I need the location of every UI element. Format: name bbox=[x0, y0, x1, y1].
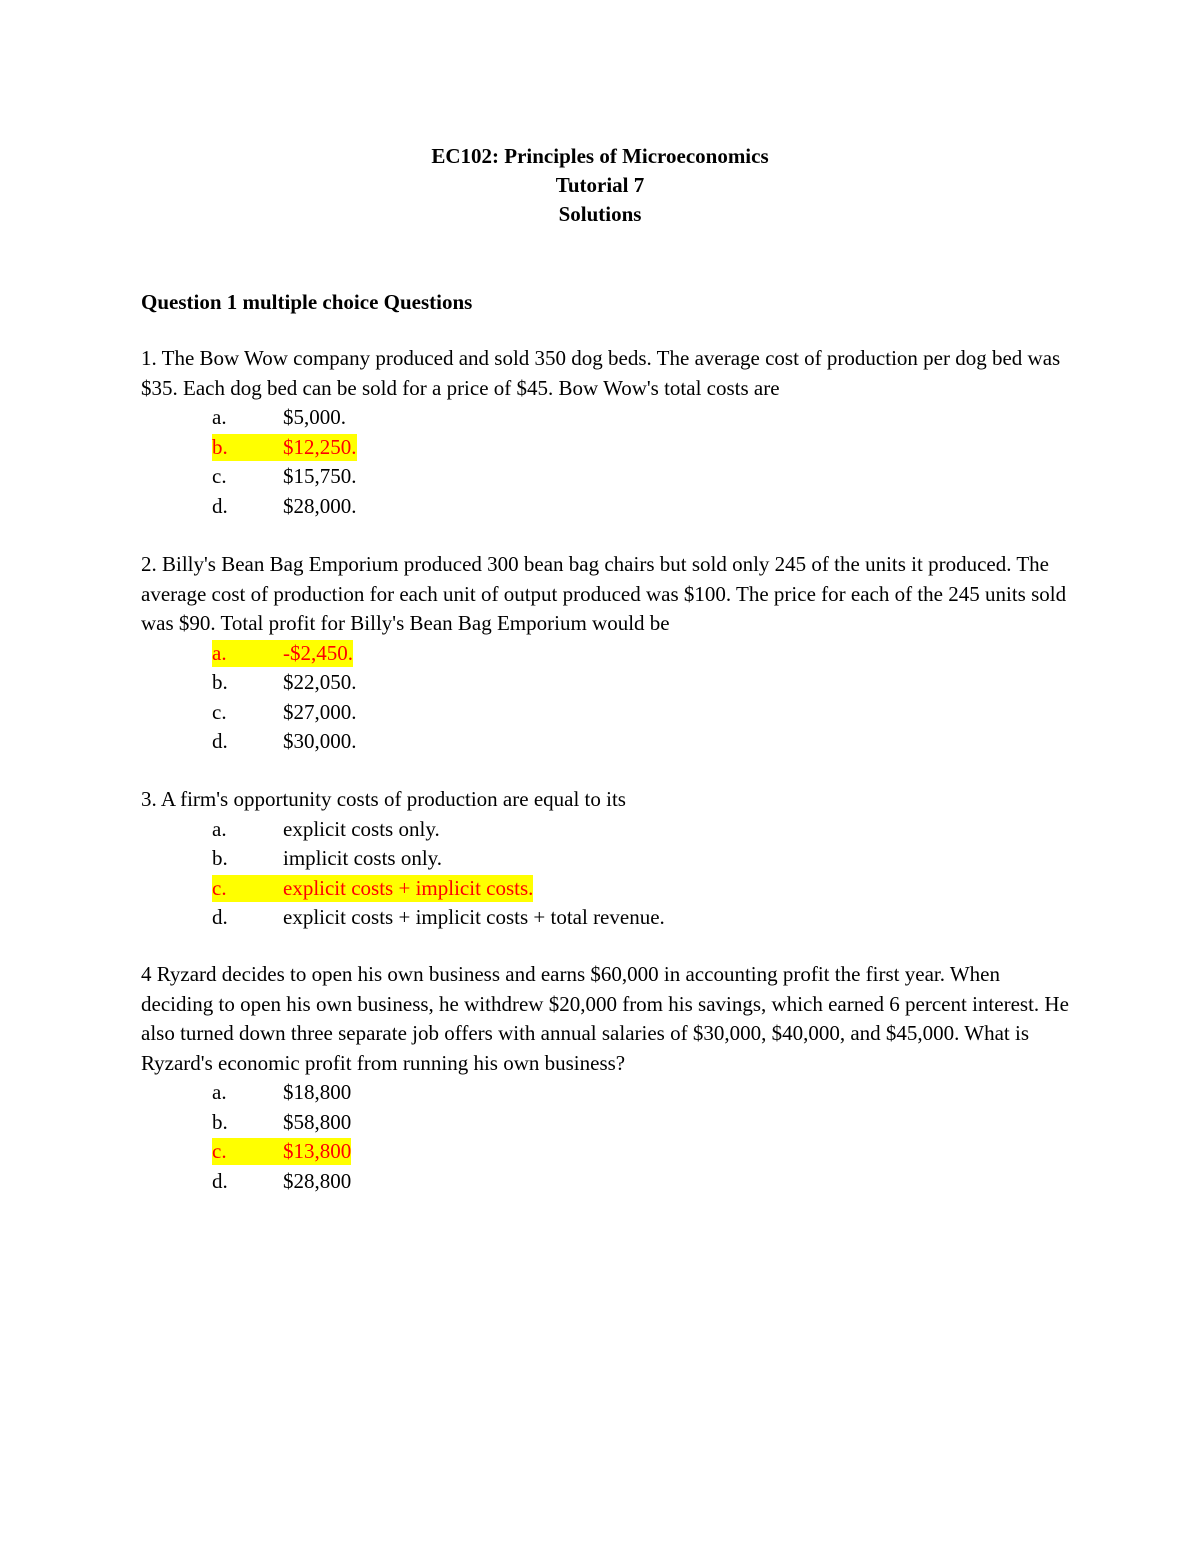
option-text: -$2,450. bbox=[283, 640, 353, 665]
option-text: $30,000. bbox=[283, 729, 357, 753]
section-title: Question 1 multiple choice Questions bbox=[141, 290, 473, 314]
question-4 bbox=[141, 960, 1071, 1196]
option-b bbox=[141, 1108, 1071, 1138]
option-text: $22,050. bbox=[283, 670, 357, 694]
option-b bbox=[141, 433, 1071, 463]
option-text: $18,800 bbox=[283, 1080, 352, 1104]
option-a bbox=[141, 403, 1071, 433]
option-c bbox=[141, 874, 1071, 904]
question-2 bbox=[141, 550, 1071, 757]
option-letter: d. bbox=[212, 493, 228, 518]
option-text: $12,250. bbox=[283, 434, 357, 459]
option-text: $28,800 bbox=[283, 1168, 352, 1193]
option-text: explicit costs only. bbox=[283, 816, 440, 841]
option-a bbox=[141, 639, 1071, 669]
answer-options bbox=[141, 1078, 1071, 1196]
option-text: explicit costs + implicit costs + total revenue. bbox=[283, 905, 665, 929]
option-letter: a. bbox=[212, 640, 227, 665]
answer-options bbox=[141, 639, 1071, 757]
option-text: $13,800 bbox=[283, 1139, 352, 1163]
option-d bbox=[141, 727, 1071, 757]
correct-answer-highlight bbox=[212, 875, 533, 902]
option-d bbox=[141, 1167, 1071, 1197]
option-letter: b. bbox=[212, 670, 228, 694]
correct-answer-highlight bbox=[212, 640, 353, 667]
question-stem: 2. Billy's Bean Bag Emporium produced 300 bean bag chairs but sold only 245 of the units it produced. The average cost of production for each unit of output produced was $100. The price for each of the 245 units sold was $90. Total profit for Billy's Bean Bag Emporium would be bbox=[141, 552, 1067, 635]
option-b bbox=[141, 668, 1071, 698]
question-stem: 1. The Bow Wow company produced and sold 350 dog beds. The average cost of production per dog bed was $35. Each dog bed can be sold for a price of $45. Bow Wow's total costs are bbox=[141, 346, 1061, 400]
tutorial-title: Tutorial 7 bbox=[555, 173, 645, 197]
option-letter: d. bbox=[212, 905, 228, 929]
option-text: $58,800 bbox=[283, 1109, 352, 1134]
option-text: $28,000. bbox=[283, 493, 357, 518]
option-d bbox=[141, 492, 1071, 522]
option-letter: a. bbox=[212, 1080, 227, 1104]
option-letter: c. bbox=[212, 699, 227, 724]
option-text: $15,750. bbox=[283, 464, 357, 488]
option-text: implicit costs only. bbox=[283, 846, 443, 870]
option-letter: c. bbox=[212, 1139, 227, 1163]
correct-answer-highlight bbox=[212, 1138, 351, 1165]
option-letter: d. bbox=[212, 1168, 228, 1193]
option-letter: a. bbox=[212, 405, 227, 429]
option-c bbox=[141, 462, 1071, 492]
answer-options bbox=[141, 815, 1071, 933]
option-letter: c. bbox=[212, 875, 227, 900]
option-letter: b. bbox=[212, 1109, 228, 1134]
document-subtitle: Solutions bbox=[558, 202, 642, 226]
document-header bbox=[0, 142, 1200, 229]
option-a bbox=[141, 815, 1071, 845]
correct-answer-highlight bbox=[212, 434, 357, 461]
option-d bbox=[141, 903, 1071, 933]
option-letter: b. bbox=[212, 846, 228, 870]
option-text: explicit costs + implicit costs. bbox=[283, 875, 534, 900]
course-title: EC102: Principles of Microeconomics bbox=[431, 144, 769, 168]
option-b bbox=[141, 844, 1071, 874]
option-letter: c. bbox=[212, 464, 227, 488]
option-c bbox=[141, 1137, 1071, 1167]
option-text: $27,000. bbox=[283, 699, 357, 724]
option-c bbox=[141, 698, 1071, 728]
answer-options bbox=[141, 403, 1071, 521]
question-3 bbox=[141, 785, 1071, 933]
option-text: $5,000. bbox=[283, 405, 346, 429]
option-letter: d. bbox=[212, 729, 228, 753]
option-letter: b. bbox=[212, 434, 228, 459]
option-a bbox=[141, 1078, 1071, 1108]
question-1 bbox=[141, 344, 1071, 521]
question-stem: 3. A firm's opportunity costs of production are equal to its bbox=[141, 787, 626, 811]
option-letter: a. bbox=[212, 816, 227, 841]
question-stem: 4 Ryzard decides to open his own business and earns $60,000 in accounting profit the first year. When deciding to open his own business, he withdrew $20,000 from his savings, which earned 6 percent interest. He also turned down three separate job offers with annual salaries of $30,000, $40,000, and $45,000. What is Ryzard's economic profit from running his own business? bbox=[141, 962, 1069, 1075]
